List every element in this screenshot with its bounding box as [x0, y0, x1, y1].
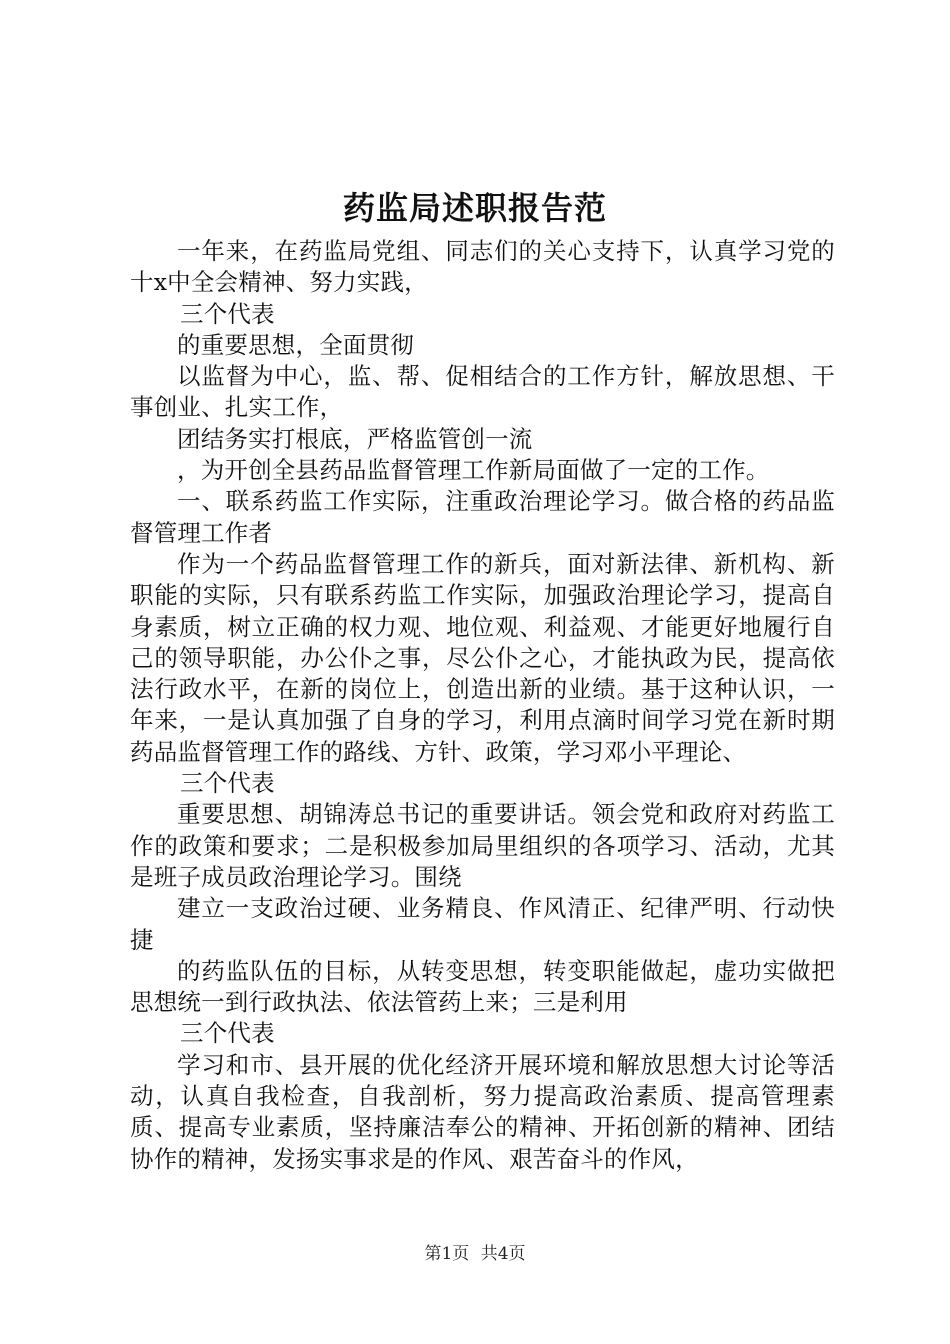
- page-title: 药监局述职报告范: [342, 189, 607, 227]
- paragraph: 重要思想、胡锦涛总书记的重要讲话。领会党和政府对药监工作的政策和要求；二是积极参加局里组织的各项学习、活动，尤其是班子成员政治理论学习。围绕: [130, 800, 835, 891]
- paragraph: 团结务实打根底，严格监管创一流: [177, 424, 533, 453]
- paragraph: ，为开创全县药品监督管理工作新局面做了一定的工作。: [177, 456, 770, 485]
- page-number: 第1页: [424, 1244, 470, 1264]
- paragraph: 建立一支政治过硬、业务精良、作风清正、纪律严明、行动快捷: [130, 894, 835, 954]
- paragraph-quote-three-represents: 三个代表: [180, 299, 275, 328]
- document-body: [130, 236, 835, 1175]
- paragraph: 作为一个药品监督管理工作的新兵，面对新法律、新机构、新职能的实际，只有联系药监工作实际，加强政治理论学习，提高自身素质，树立正确的权力观、地位观、利益观、才能更好地履行自己的领导职能，办公仆之事，尽公仆之心，才能执政为民，提高依法行政水平，在新的岗位上，创造出新的业绩。基于这种认识，一年来，一是认真加强了自身的学习，利用点滴时间学习党在新时期药品监督管理工作的路线、方针、政策，学习邓小平理论、: [130, 549, 835, 766]
- paragraph-quote-three-represents: 三个代表: [180, 769, 275, 798]
- paragraph: 的药监队伍的目标，从转变思想，转变职能做起，虚功实做把思想统一到行政执法、依法管药上来；三是利用: [130, 956, 835, 1017]
- page-total: 共4页: [480, 1244, 526, 1264]
- paragraph: 的重要思想，全面贯彻: [177, 330, 414, 359]
- paragraph: 以监督为中心，监、帮、促相结合的工作方针，解放思想、干事创业、扎实工作，: [130, 362, 835, 422]
- paragraph-quote-three-represents: 三个代表: [180, 1019, 275, 1048]
- page-footer: [0, 1242, 950, 1266]
- paragraph-intro: 一年来，在药监局党组、同志们的关心支持下，认真学习党的十x中全会精神、努力实践，: [130, 237, 835, 297]
- paragraph: 学习和市、县开展的优化经济开展环境和解放思想大讨论等活动，认真自我检查，自我剖析，努力提高政治素质、提高管理素质、提高专业素质，坚持廉洁奉公的精神、开拓创新的精神、团结协作的精神，发扬实事求是的作风、艰苦奋斗的作风，: [130, 1050, 835, 1173]
- section-heading-1: 一、联系药监工作实际，注重政治理论学习。做合格的药品监督管理工作者: [130, 487, 835, 547]
